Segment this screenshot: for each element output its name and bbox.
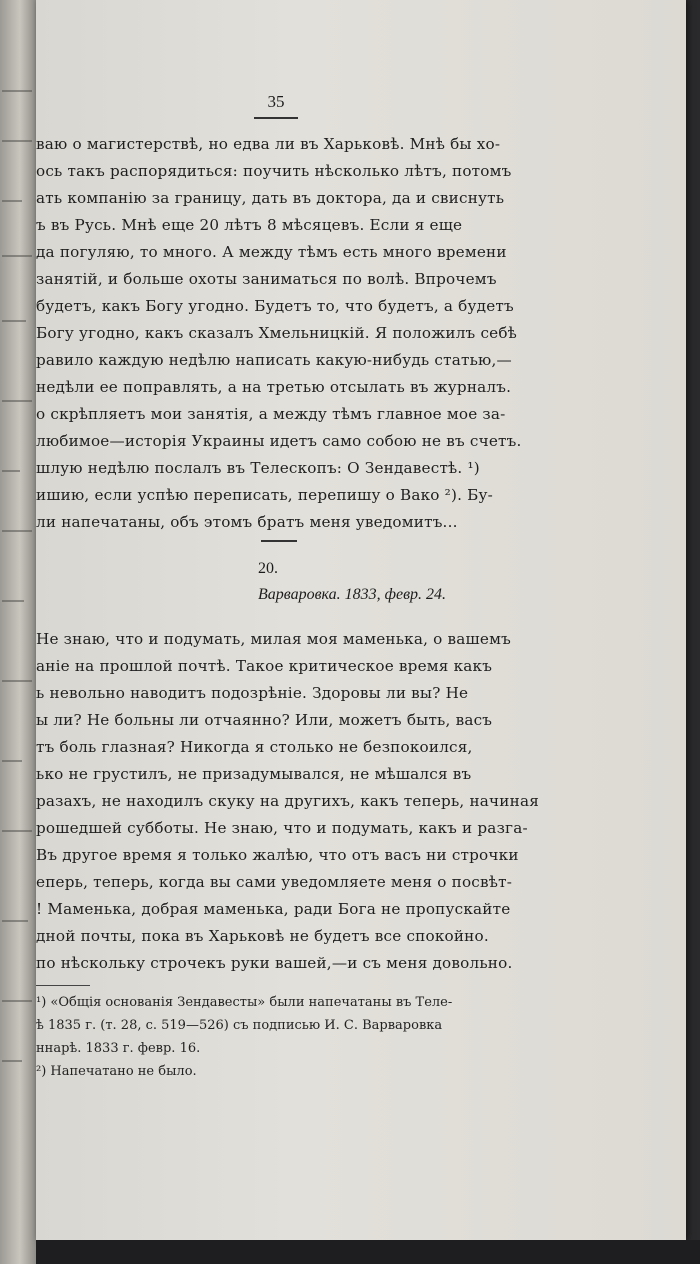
letter-place-date: Варваровка. 1833, февр. 24. bbox=[258, 586, 447, 603]
book-page bbox=[36, 0, 686, 1240]
letter-line: ! Маменька, добрая маменька, ради Бога не пропускайте bbox=[36, 900, 511, 918]
body-line: недѣли ее поправлять, а на третью отсылать въ журналъ. bbox=[36, 378, 512, 396]
body-line: ишию, если успѣю переписать, перепишу о Вако ²). Бу- bbox=[36, 486, 493, 504]
body-line: да погуляю, то много. А между тѣмъ есть много времени bbox=[36, 243, 507, 261]
body-line: любимое—исторія Украины идетъ само собою не въ счетъ. bbox=[36, 432, 522, 450]
page-number-rule bbox=[254, 117, 298, 119]
letter-line: еперь, теперь, когда вы сами уведомляете меня о посвѣт- bbox=[36, 873, 513, 891]
page-number: 35 bbox=[267, 92, 285, 111]
letter-line: ько не грустилъ, не призадумывался, не мѣшался въ bbox=[36, 765, 472, 783]
body-line: ать компанію за границу, дать въ доктора, да и свиснуть bbox=[36, 189, 505, 207]
footnote-line: ѣ 1835 г. (т. 28, с. 519—526) съ подписью И. С. Варваровка bbox=[36, 1018, 443, 1033]
letter-line: аніе на прошлой почтѣ. Такое критическое время какъ bbox=[36, 657, 493, 675]
background-edge bbox=[36, 1240, 700, 1264]
letter-line: Не знаю, что и подумать, милая моя маменька, о вашемъ bbox=[36, 630, 511, 648]
footnote-line: ²) Напечатано не было. bbox=[36, 1064, 197, 1079]
body-line: занятій, и больше охоты заниматься по волѣ. Впрочемъ bbox=[36, 270, 497, 288]
letter-line: рошедшей субботы. Не знаю, что и подумать, какъ и разга- bbox=[36, 819, 528, 837]
body-line: ли напечатаны, объ этомъ братъ меня уведомитъ... bbox=[36, 513, 458, 531]
body-line: равило каждую недѣлю написать какую-нибудь статью,— bbox=[36, 351, 512, 369]
letter-line: дной почты, пока въ Харьковѣ не будетъ все спокойно. bbox=[36, 927, 489, 945]
body-line: шлую недѣлю послалъ въ Телескопъ: О Зендавестѣ. ¹) bbox=[36, 459, 480, 477]
letter-line: Въ другое время я только жалѣю, что отъ васъ ни строчки bbox=[36, 846, 519, 864]
footnote-rule bbox=[36, 985, 90, 986]
letter-line: разахъ, не находилъ скуку на другихъ, какъ теперь, начиная bbox=[36, 792, 539, 810]
section-separator bbox=[261, 540, 297, 542]
body-line: Богу угодно, какъ сказалъ Хмельницкій. Я положилъ себѣ bbox=[36, 324, 518, 342]
body-line: ось такъ распорядиться: поучить нѣсколько лѣтъ, потомъ bbox=[36, 162, 512, 180]
previous-page-edge bbox=[0, 0, 36, 1264]
letter-number: 20. bbox=[258, 560, 278, 577]
body-line: ъ въ Русь. Мнѣ еще 20 лѣтъ 8 мѣсяцевъ. Если я еще bbox=[36, 216, 463, 234]
footnote-line: ннарѣ. 1833 г. февр. 16. bbox=[36, 1041, 201, 1056]
body-line: ваю о магистерствѣ, но едва ли въ Харьковѣ. Мнѣ бы хо- bbox=[36, 135, 501, 153]
letter-line: ь невольно наводитъ подозрѣніе. Здоровы ли вы? Не bbox=[36, 684, 469, 702]
letter-line: по нѣскольку строчекъ руки вашей,—и съ меня довольно. bbox=[36, 954, 513, 972]
body-line: о скрѣпляетъ мои занятія, а между тѣмъ главное мое за- bbox=[36, 405, 506, 423]
footnote-line: ¹) «Общія основанія Зендавесты» были напечатаны въ Теле- bbox=[36, 995, 453, 1010]
letter-line: ы ли? Не больны ли отчаянно? Или, можетъ быть, васъ bbox=[36, 711, 493, 729]
body-line: будетъ, какъ Богу угодно. Будетъ то, что будетъ, а будетъ bbox=[36, 297, 514, 315]
letter-line: тъ боль глазная? Никогда я столько не безпокоился, bbox=[36, 738, 473, 756]
